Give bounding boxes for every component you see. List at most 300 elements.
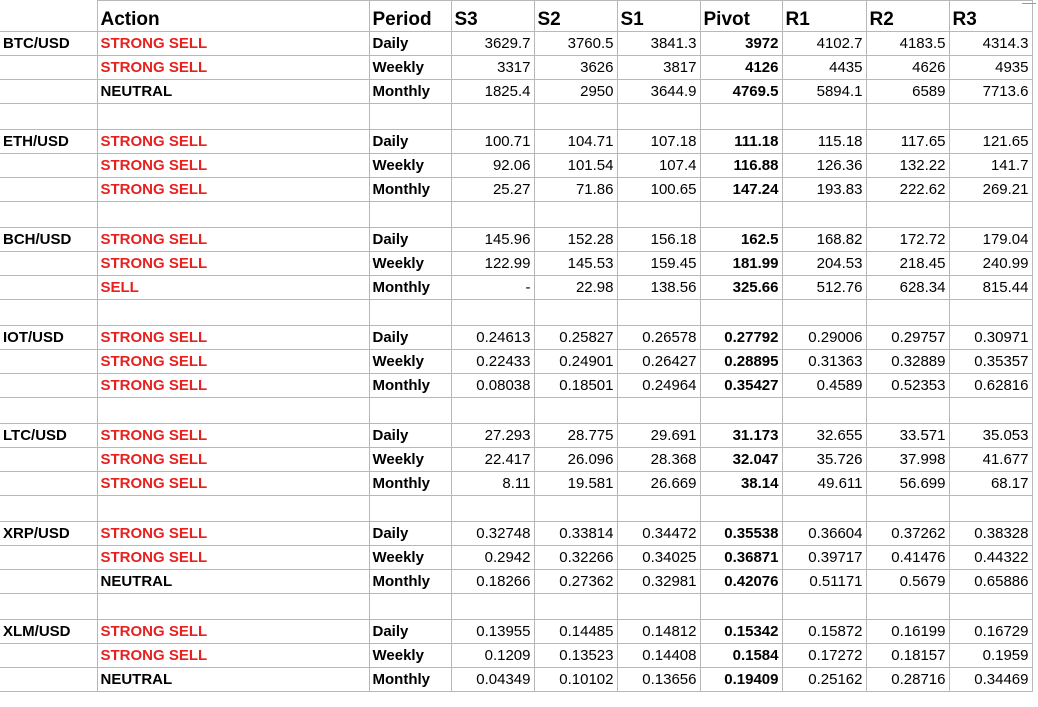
r1-value-cell[interactable]: 4102.7	[782, 32, 866, 56]
empty-cell[interactable]	[369, 496, 451, 522]
table-row	[0, 448, 1032, 472]
period-cell[interactable]: Daily	[369, 522, 451, 546]
pivot-value-cell[interactable]: 31.173	[700, 424, 782, 448]
action-cell[interactable]: STRONG SELL	[97, 56, 369, 80]
s2-value-cell[interactable]: 101.54	[534, 154, 617, 178]
s3-value-cell[interactable]: 0.24613	[451, 326, 534, 350]
r2-value-cell[interactable]: 0.52353	[866, 374, 949, 398]
empty-cell[interactable]	[97, 398, 369, 424]
table-row	[0, 424, 1032, 448]
r1-value-cell[interactable]: 35.726	[782, 448, 866, 472]
s2-value-cell[interactable]: 22.98	[534, 276, 617, 300]
period-cell[interactable]: Monthly	[369, 472, 451, 496]
s2-value-cell[interactable]: 0.14485	[534, 620, 617, 644]
empty-cell[interactable]	[451, 398, 534, 424]
pivot-value-cell[interactable]: 32.047	[700, 448, 782, 472]
s3-value-cell[interactable]: -	[451, 276, 534, 300]
r2-value-cell[interactable]: 0.29757	[866, 326, 949, 350]
empty-cell[interactable]	[0, 594, 97, 620]
r2-value-cell[interactable]: 4626	[866, 56, 949, 80]
action-cell[interactable]: STRONG SELL	[97, 424, 369, 448]
table-row	[0, 350, 1032, 374]
period-cell[interactable]: Monthly	[369, 80, 451, 104]
header-r2[interactable]: R2	[866, 1, 949, 32]
s3-value-cell[interactable]: 0.08038	[451, 374, 534, 398]
r1-value-cell[interactable]: 4435	[782, 56, 866, 80]
empty-cell[interactable]	[949, 202, 1032, 228]
table-row	[0, 154, 1032, 178]
s3-value-cell[interactable]: 25.27	[451, 178, 534, 202]
s1-value-cell[interactable]: 159.45	[617, 252, 700, 276]
pair-cell-empty[interactable]	[0, 644, 97, 668]
s3-value-cell[interactable]: 3629.7	[451, 32, 534, 56]
s1-value-cell[interactable]: 0.13656	[617, 668, 700, 692]
pivot-value-cell[interactable]: 0.35427	[700, 374, 782, 398]
empty-cell[interactable]	[949, 398, 1032, 424]
pair-cell-empty[interactable]	[0, 448, 97, 472]
empty-cell[interactable]	[0, 202, 97, 228]
r2-value-cell[interactable]: 37.998	[866, 448, 949, 472]
pair-cell-empty[interactable]	[0, 350, 97, 374]
pivot-value-cell[interactable]: 0.36871	[700, 546, 782, 570]
period-cell[interactable]: Weekly	[369, 56, 451, 80]
empty-cell[interactable]	[782, 202, 866, 228]
table-row	[0, 668, 1032, 692]
empty-cell[interactable]	[97, 300, 369, 326]
period-cell[interactable]: Daily	[369, 130, 451, 154]
r2-value-cell[interactable]: 0.16199	[866, 620, 949, 644]
r3-value-cell[interactable]: 4314.3	[949, 32, 1032, 56]
r3-value-cell[interactable]: 121.65	[949, 130, 1032, 154]
empty-cell[interactable]	[782, 496, 866, 522]
pair-cell[interactable]: ETH/USD	[0, 130, 97, 154]
action-cell[interactable]: STRONG SELL	[97, 350, 369, 374]
empty-cell[interactable]	[534, 104, 617, 130]
s3-value-cell[interactable]: 0.1209	[451, 644, 534, 668]
r3-value-cell[interactable]: 240.99	[949, 252, 1032, 276]
r2-value-cell[interactable]: 132.22	[866, 154, 949, 178]
pair-cell-empty[interactable]	[0, 668, 97, 692]
action-cell[interactable]: STRONG SELL	[97, 374, 369, 398]
period-cell[interactable]: Weekly	[369, 546, 451, 570]
s2-value-cell[interactable]: 0.18501	[534, 374, 617, 398]
pair-cell-empty[interactable]	[0, 178, 97, 202]
r3-value-cell[interactable]: 179.04	[949, 228, 1032, 252]
empty-cell[interactable]	[866, 398, 949, 424]
pivot-value-cell[interactable]: 3972	[700, 32, 782, 56]
empty-cell[interactable]	[0, 398, 97, 424]
s1-value-cell[interactable]: 0.26427	[617, 350, 700, 374]
header-pair[interactable]	[0, 1, 97, 32]
pivot-value-cell[interactable]: 0.28895	[700, 350, 782, 374]
s3-value-cell[interactable]: 22.417	[451, 448, 534, 472]
r2-value-cell[interactable]: 117.65	[866, 130, 949, 154]
action-cell[interactable]: NEUTRAL	[97, 80, 369, 104]
pivot-value-cell[interactable]: 147.24	[700, 178, 782, 202]
period-cell[interactable]: Weekly	[369, 252, 451, 276]
s2-value-cell[interactable]: 3626	[534, 56, 617, 80]
s3-value-cell[interactable]: 100.71	[451, 130, 534, 154]
s2-value-cell[interactable]: 0.27362	[534, 570, 617, 594]
header-r3[interactable]: R3	[949, 1, 1032, 32]
r3-value-cell[interactable]: 0.38328	[949, 522, 1032, 546]
r3-value-cell[interactable]: 0.1959	[949, 644, 1032, 668]
s2-value-cell[interactable]: 26.096	[534, 448, 617, 472]
r3-value-cell[interactable]: 4935	[949, 56, 1032, 80]
s1-value-cell[interactable]: 29.691	[617, 424, 700, 448]
empty-cell[interactable]	[949, 300, 1032, 326]
pivot-value-cell[interactable]: 38.14	[700, 472, 782, 496]
table-row	[0, 326, 1032, 350]
period-cell[interactable]: Weekly	[369, 448, 451, 472]
r1-value-cell[interactable]: 49.611	[782, 472, 866, 496]
empty-cell[interactable]	[617, 594, 700, 620]
pivot-value-cell[interactable]: 4769.5	[700, 80, 782, 104]
pivot-table-body	[0, 1, 1032, 692]
s1-value-cell[interactable]: 3841.3	[617, 32, 700, 56]
r3-value-cell[interactable]: 141.7	[949, 154, 1032, 178]
pivot-value-cell[interactable]: 0.35538	[700, 522, 782, 546]
r3-value-cell[interactable]: 68.17	[949, 472, 1032, 496]
action-cell[interactable]: STRONG SELL	[97, 32, 369, 56]
pair-cell[interactable]: BTC/USD	[0, 32, 97, 56]
s3-value-cell[interactable]: 122.99	[451, 252, 534, 276]
table-row	[0, 32, 1032, 56]
r2-value-cell[interactable]: 0.32889	[866, 350, 949, 374]
empty-cell[interactable]	[617, 202, 700, 228]
s1-value-cell[interactable]: 0.14408	[617, 644, 700, 668]
r3-value-cell[interactable]: 0.30971	[949, 326, 1032, 350]
r1-value-cell[interactable]: 32.655	[782, 424, 866, 448]
r1-value-cell[interactable]: 115.18	[782, 130, 866, 154]
pair-cell-empty[interactable]	[0, 546, 97, 570]
r2-value-cell[interactable]: 56.699	[866, 472, 949, 496]
s2-value-cell[interactable]: 0.25827	[534, 326, 617, 350]
s3-value-cell[interactable]: 145.96	[451, 228, 534, 252]
r2-value-cell[interactable]: 33.571	[866, 424, 949, 448]
empty-cell[interactable]	[617, 496, 700, 522]
action-cell[interactable]: NEUTRAL	[97, 570, 369, 594]
empty-cell[interactable]	[700, 202, 782, 228]
s2-value-cell[interactable]: 3760.5	[534, 32, 617, 56]
empty-cell[interactable]	[617, 300, 700, 326]
empty-cell[interactable]	[534, 594, 617, 620]
spacer-row	[0, 594, 1032, 620]
empty-cell[interactable]	[700, 594, 782, 620]
pivot-value-cell[interactable]: 0.1584	[700, 644, 782, 668]
header-period[interactable]: Period	[369, 1, 451, 32]
r3-value-cell[interactable]: 815.44	[949, 276, 1032, 300]
s1-value-cell[interactable]: 107.18	[617, 130, 700, 154]
r3-value-cell[interactable]: 7713.6	[949, 80, 1032, 104]
pivot-value-cell[interactable]: 162.5	[700, 228, 782, 252]
empty-cell[interactable]	[97, 104, 369, 130]
pair-cell[interactable]: BCH/USD	[0, 228, 97, 252]
action-cell[interactable]: STRONG SELL	[97, 644, 369, 668]
pair-cell[interactable]: IOT/USD	[0, 326, 97, 350]
action-cell[interactable]: STRONG SELL	[97, 178, 369, 202]
r2-value-cell[interactable]: 172.72	[866, 228, 949, 252]
s1-value-cell[interactable]: 0.34025	[617, 546, 700, 570]
s1-value-cell[interactable]: 3817	[617, 56, 700, 80]
r3-value-cell[interactable]: 0.44322	[949, 546, 1032, 570]
pair-cell-empty[interactable]	[0, 252, 97, 276]
s3-value-cell[interactable]: 0.2942	[451, 546, 534, 570]
period-cell[interactable]: Daily	[369, 620, 451, 644]
s1-value-cell[interactable]: 26.669	[617, 472, 700, 496]
s3-value-cell[interactable]: 0.32748	[451, 522, 534, 546]
s1-value-cell[interactable]: 0.26578	[617, 326, 700, 350]
header-pivot[interactable]: Pivot	[700, 1, 782, 32]
r1-value-cell[interactable]: 0.17272	[782, 644, 866, 668]
s3-value-cell[interactable]: 0.04349	[451, 668, 534, 692]
empty-cell[interactable]	[866, 496, 949, 522]
empty-cell[interactable]	[451, 202, 534, 228]
pivot-value-cell[interactable]: 0.42076	[700, 570, 782, 594]
pivot-value-cell[interactable]: 325.66	[700, 276, 782, 300]
pivot-value-cell[interactable]: 0.15342	[700, 620, 782, 644]
pair-cell-empty[interactable]	[0, 56, 97, 80]
r1-value-cell[interactable]: 193.83	[782, 178, 866, 202]
pair-cell[interactable]: XLM/USD	[0, 620, 97, 644]
r2-value-cell[interactable]: 0.5679	[866, 570, 949, 594]
r3-value-cell[interactable]: 0.35357	[949, 350, 1032, 374]
table-row	[0, 130, 1032, 154]
empty-cell[interactable]	[97, 496, 369, 522]
action-cell[interactable]: STRONG SELL	[97, 228, 369, 252]
action-cell[interactable]: STRONG SELL	[97, 522, 369, 546]
empty-cell[interactable]	[617, 398, 700, 424]
r2-value-cell[interactable]: 6589	[866, 80, 949, 104]
r2-value-cell[interactable]: 4183.5	[866, 32, 949, 56]
pivot-value-cell[interactable]: 4126	[700, 56, 782, 80]
r1-value-cell[interactable]: 168.82	[782, 228, 866, 252]
s2-value-cell[interactable]: 71.86	[534, 178, 617, 202]
s3-value-cell[interactable]: 0.18266	[451, 570, 534, 594]
period-cell[interactable]: Monthly	[369, 374, 451, 398]
spacer-row	[0, 104, 1032, 130]
pair-cell-empty[interactable]	[0, 472, 97, 496]
empty-cell[interactable]	[866, 300, 949, 326]
empty-cell[interactable]	[369, 300, 451, 326]
r1-value-cell[interactable]: 5894.1	[782, 80, 866, 104]
header-s3[interactable]: S3	[451, 1, 534, 32]
r3-value-cell[interactable]: 0.65886	[949, 570, 1032, 594]
r1-value-cell[interactable]: 0.51171	[782, 570, 866, 594]
period-cell[interactable]: Daily	[369, 228, 451, 252]
s1-value-cell[interactable]: 28.368	[617, 448, 700, 472]
period-cell[interactable]: Weekly	[369, 644, 451, 668]
s2-value-cell[interactable]: 0.24901	[534, 350, 617, 374]
pivot-value-cell[interactable]: 181.99	[700, 252, 782, 276]
s1-value-cell[interactable]: 107.4	[617, 154, 700, 178]
action-cell[interactable]: STRONG SELL	[97, 546, 369, 570]
s3-value-cell[interactable]: 0.13955	[451, 620, 534, 644]
s2-value-cell[interactable]: 19.581	[534, 472, 617, 496]
empty-cell[interactable]	[949, 496, 1032, 522]
pair-cell-empty[interactable]	[0, 570, 97, 594]
s1-value-cell[interactable]: 0.32981	[617, 570, 700, 594]
empty-cell[interactable]	[534, 202, 617, 228]
r2-value-cell[interactable]: 0.37262	[866, 522, 949, 546]
header-s1[interactable]: S1	[617, 1, 700, 32]
period-cell[interactable]: Daily	[369, 424, 451, 448]
empty-cell[interactable]	[949, 104, 1032, 130]
s2-value-cell[interactable]: 28.775	[534, 424, 617, 448]
period-cell[interactable]: Weekly	[369, 154, 451, 178]
empty-cell[interactable]	[782, 104, 866, 130]
table-row	[0, 522, 1032, 546]
s2-value-cell[interactable]: 0.13523	[534, 644, 617, 668]
pair-cell-empty[interactable]	[0, 80, 97, 104]
r3-value-cell[interactable]: 41.677	[949, 448, 1032, 472]
period-cell[interactable]: Monthly	[369, 276, 451, 300]
empty-cell[interactable]	[97, 594, 369, 620]
action-cell[interactable]: STRONG SELL	[97, 130, 369, 154]
pivot-value-cell[interactable]: 111.18	[700, 130, 782, 154]
action-cell[interactable]: STRONG SELL	[97, 326, 369, 350]
s2-value-cell[interactable]: 152.28	[534, 228, 617, 252]
table-row	[0, 56, 1032, 80]
empty-cell[interactable]	[451, 300, 534, 326]
s2-value-cell[interactable]: 2950	[534, 80, 617, 104]
r2-value-cell[interactable]: 0.18157	[866, 644, 949, 668]
r3-value-cell[interactable]: 0.16729	[949, 620, 1032, 644]
s3-value-cell[interactable]: 0.22433	[451, 350, 534, 374]
s2-value-cell[interactable]: 104.71	[534, 130, 617, 154]
s1-value-cell[interactable]: 0.34472	[617, 522, 700, 546]
pair-cell-empty[interactable]	[0, 154, 97, 178]
s3-value-cell[interactable]: 8.11	[451, 472, 534, 496]
s1-value-cell[interactable]: 0.24964	[617, 374, 700, 398]
table-row	[0, 472, 1032, 496]
r1-value-cell[interactable]: 0.25162	[782, 668, 866, 692]
period-cell[interactable]: Weekly	[369, 350, 451, 374]
s1-value-cell[interactable]: 100.65	[617, 178, 700, 202]
spacer-row	[0, 300, 1032, 326]
r2-value-cell[interactable]: 628.34	[866, 276, 949, 300]
empty-cell[interactable]	[866, 594, 949, 620]
r2-value-cell[interactable]: 218.45	[866, 252, 949, 276]
table-row	[0, 80, 1032, 104]
r1-value-cell[interactable]: 0.31363	[782, 350, 866, 374]
action-cell[interactable]: STRONG SELL	[97, 448, 369, 472]
empty-cell[interactable]	[700, 300, 782, 326]
empty-cell[interactable]	[534, 300, 617, 326]
empty-cell[interactable]	[369, 104, 451, 130]
s2-value-cell[interactable]: 0.10102	[534, 668, 617, 692]
pair-cell-empty[interactable]	[0, 374, 97, 398]
empty-cell[interactable]	[534, 496, 617, 522]
period-cell[interactable]: Monthly	[369, 668, 451, 692]
empty-cell[interactable]	[369, 398, 451, 424]
pivot-value-cell[interactable]: 0.27792	[700, 326, 782, 350]
header-s2[interactable]: S2	[534, 1, 617, 32]
r1-value-cell[interactable]: 0.36604	[782, 522, 866, 546]
period-cell[interactable]: Monthly	[369, 570, 451, 594]
empty-cell[interactable]	[97, 202, 369, 228]
s2-value-cell[interactable]: 145.53	[534, 252, 617, 276]
r1-value-cell[interactable]: 0.29006	[782, 326, 866, 350]
s1-value-cell[interactable]: 0.14812	[617, 620, 700, 644]
s3-value-cell[interactable]: 3317	[451, 56, 534, 80]
s3-value-cell[interactable]: 92.06	[451, 154, 534, 178]
s1-value-cell[interactable]: 3644.9	[617, 80, 700, 104]
header-action[interactable]: Action	[97, 1, 369, 32]
empty-cell[interactable]	[700, 398, 782, 424]
empty-cell[interactable]	[700, 104, 782, 130]
empty-cell[interactable]	[866, 104, 949, 130]
spacer-row	[0, 398, 1032, 424]
header-r1[interactable]: R1	[782, 1, 866, 32]
r1-value-cell[interactable]: 126.36	[782, 154, 866, 178]
s2-value-cell[interactable]: 0.32266	[534, 546, 617, 570]
empty-cell[interactable]	[369, 594, 451, 620]
action-cell[interactable]: NEUTRAL	[97, 668, 369, 692]
r2-value-cell[interactable]: 0.41476	[866, 546, 949, 570]
r3-value-cell[interactable]: 35.053	[949, 424, 1032, 448]
s3-value-cell[interactable]: 1825.4	[451, 80, 534, 104]
action-cell[interactable]: SELL	[97, 276, 369, 300]
action-cell[interactable]: STRONG SELL	[97, 252, 369, 276]
r1-value-cell[interactable]: 0.15872	[782, 620, 866, 644]
scroll-corner-mark	[1022, 0, 1036, 4]
pair-cell[interactable]: XRP/USD	[0, 522, 97, 546]
pivot-value-cell[interactable]: 0.19409	[700, 668, 782, 692]
r1-value-cell[interactable]: 512.76	[782, 276, 866, 300]
s1-value-cell[interactable]: 156.18	[617, 228, 700, 252]
empty-cell[interactable]	[369, 202, 451, 228]
r3-value-cell[interactable]: 0.34469	[949, 668, 1032, 692]
r1-value-cell[interactable]: 0.4589	[782, 374, 866, 398]
pair-cell[interactable]: LTC/USD	[0, 424, 97, 448]
r2-value-cell[interactable]: 222.62	[866, 178, 949, 202]
empty-cell[interactable]	[782, 398, 866, 424]
empty-cell[interactable]	[0, 300, 97, 326]
empty-cell[interactable]	[0, 104, 97, 130]
empty-cell[interactable]	[534, 398, 617, 424]
empty-cell[interactable]	[782, 300, 866, 326]
pivot-value-cell[interactable]: 116.88	[700, 154, 782, 178]
r1-value-cell[interactable]: 204.53	[782, 252, 866, 276]
r2-value-cell[interactable]: 0.28716	[866, 668, 949, 692]
empty-cell[interactable]	[617, 104, 700, 130]
spacer-row	[0, 496, 1032, 522]
action-cell[interactable]: STRONG SELL	[97, 472, 369, 496]
period-cell[interactable]: Daily	[369, 326, 451, 350]
empty-cell[interactable]	[451, 496, 534, 522]
action-cell[interactable]: STRONG SELL	[97, 620, 369, 644]
r3-value-cell[interactable]: 0.62816	[949, 374, 1032, 398]
r1-value-cell[interactable]: 0.39717	[782, 546, 866, 570]
table-row	[0, 374, 1032, 398]
empty-cell[interactable]	[451, 594, 534, 620]
empty-cell[interactable]	[782, 594, 866, 620]
s2-value-cell[interactable]: 0.33814	[534, 522, 617, 546]
s3-value-cell[interactable]: 27.293	[451, 424, 534, 448]
r3-value-cell[interactable]: 269.21	[949, 178, 1032, 202]
period-cell[interactable]: Daily	[369, 32, 451, 56]
action-cell[interactable]: STRONG SELL	[97, 154, 369, 178]
empty-cell[interactable]	[451, 104, 534, 130]
empty-cell[interactable]	[0, 496, 97, 522]
empty-cell[interactable]	[866, 202, 949, 228]
empty-cell[interactable]	[700, 496, 782, 522]
s1-value-cell[interactable]: 138.56	[617, 276, 700, 300]
empty-cell[interactable]	[949, 594, 1032, 620]
period-cell[interactable]: Monthly	[369, 178, 451, 202]
pair-cell-empty[interactable]	[0, 276, 97, 300]
